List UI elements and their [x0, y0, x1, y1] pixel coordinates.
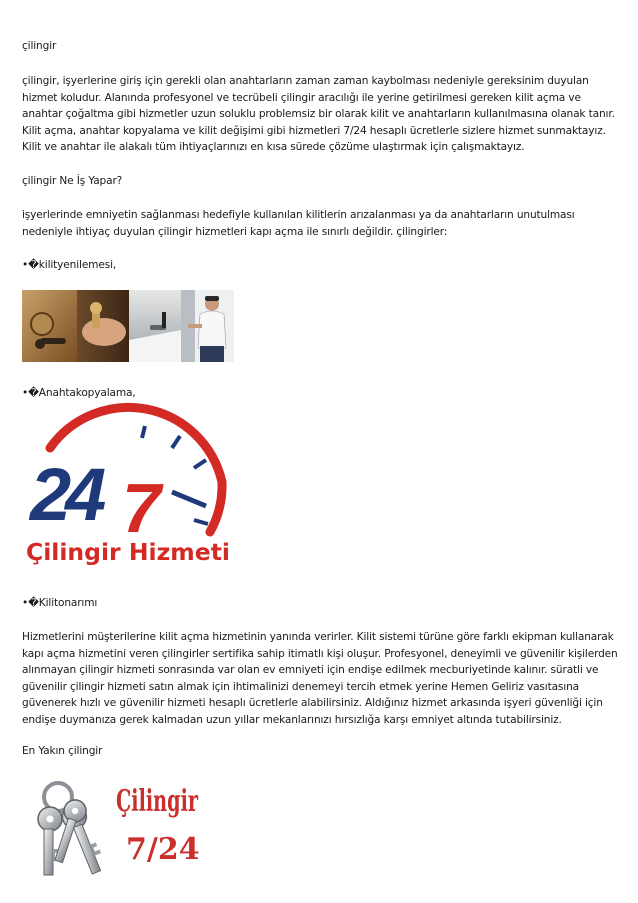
locksmith-photo: [22, 290, 234, 362]
intro-line: Kilit ve anahtar ile alakalı tüm ihtiyaçlarınızı en kısa sürede çözüme ulaştırmak için çalışmaktayız.: [22, 141, 525, 153]
intro-line: çilingir, işyerlerine giriş için gerekli olan anahtarların zaman zaman kaybolması nedeniyle gereksinim duyulan: [22, 75, 589, 87]
services-paragraph: [22, 207, 622, 240]
bullet-kilit-onarimi: •�Kilitonarımı: [22, 597, 98, 609]
logo-7-text: 7: [122, 469, 161, 547]
key-icon: [38, 807, 62, 875]
hizmetler-line: güvenilir çilingir hizmeti satın almak için ihtimalinizi denemeyi tercih etmek yerine Hemen Geliriz vasıtasına: [22, 680, 579, 693]
keys-logo: [30, 775, 202, 885]
clock-24-7-logo: [22, 420, 234, 570]
bullet-kilit-yenileme: •�kilityenilemesi,: [22, 259, 117, 271]
heading-ne-is-yapar: çilingir Ne İş Yapar?: [22, 175, 123, 187]
locksmith-photo-collage: [22, 290, 234, 362]
hizmetler-line: güvenerek hızlı ve güvenilir hizmeti hesaplı ücretlerle alabilirsiniz. Aldığınız hizmet arkasında işyeri güvenliği için: [22, 697, 603, 709]
hizmetler-line: endişe duymanıza gerek kalmadan uzun yıllar mekanlarınızı hırsızlığa karşı emniyet altında tutabilirsiniz.: [22, 713, 562, 726]
logo-cilingir-text: Çilingir: [116, 784, 199, 819]
intro-line: hizmet koludur. Alanında profesyonel ve tecrübeli çilingir aracılığı ile yerine getirilmesi gereken kilit açma ve: [22, 91, 581, 104]
hizmetler-paragraph: [22, 629, 622, 728]
hizmetler-line: alınmayan çilingir hizmeti sonrasında var olan ev emniyeti için endişe edilmek mecburiyetinde kalınır. süratli ve: [22, 664, 599, 676]
logo-24-text: 24: [30, 453, 101, 536]
intro-paragraph: [22, 73, 622, 156]
intro-line: Kilit açma, anahtar kopyalama ve kilit değişimi gibi hizmetleri 7/24 hesaplı ücretlerle sizlere hizmet sunmaktayız.: [22, 124, 606, 137]
logo-caption-text: Çilingir Hizmeti: [26, 540, 230, 566]
bullet-anahtar-kopyalama: •�Anahtakopyalama,: [22, 387, 136, 399]
heading-en-yakin: En Yakın çilingir: [22, 745, 103, 757]
cilingir-hizmeti-logo: [22, 420, 234, 570]
hizmetler-line: Hizmetlerini müşterilerine kilit açma hizmetinin yanında verirler. Kilit sistemi türüne göre farklı ekipman kullanarak: [22, 631, 614, 643]
cilingir-7-24-logo: [30, 775, 202, 885]
intro-line: anahtar çoğaltma gibi hizmetler uzun soluklu problemsiz bir olarak kilit ve anahtarların kullanılmasına olanak tanır.: [22, 108, 615, 120]
services-line: işyerlerinde emniyetin sağlanması hedefiyle kullanılan kilitlerin arızalanması ya da anahtarların unutulması: [22, 209, 575, 221]
heading-cilingir: çilingir: [22, 40, 57, 52]
logo-7-24-text: 7/24: [126, 832, 200, 867]
services-line: nedeniyle ihtiyaç duyulan çilingir hizmetleri kapı açma ile sınırlı değildir. çilingirler:: [22, 225, 448, 238]
hizmetler-line: kapı açma hizmetini veren çilingirler sertifika sahip itimatlı kişi oluşur. Profesyonel, deneyimli ve güvenilir kişilerden: [22, 647, 618, 660]
